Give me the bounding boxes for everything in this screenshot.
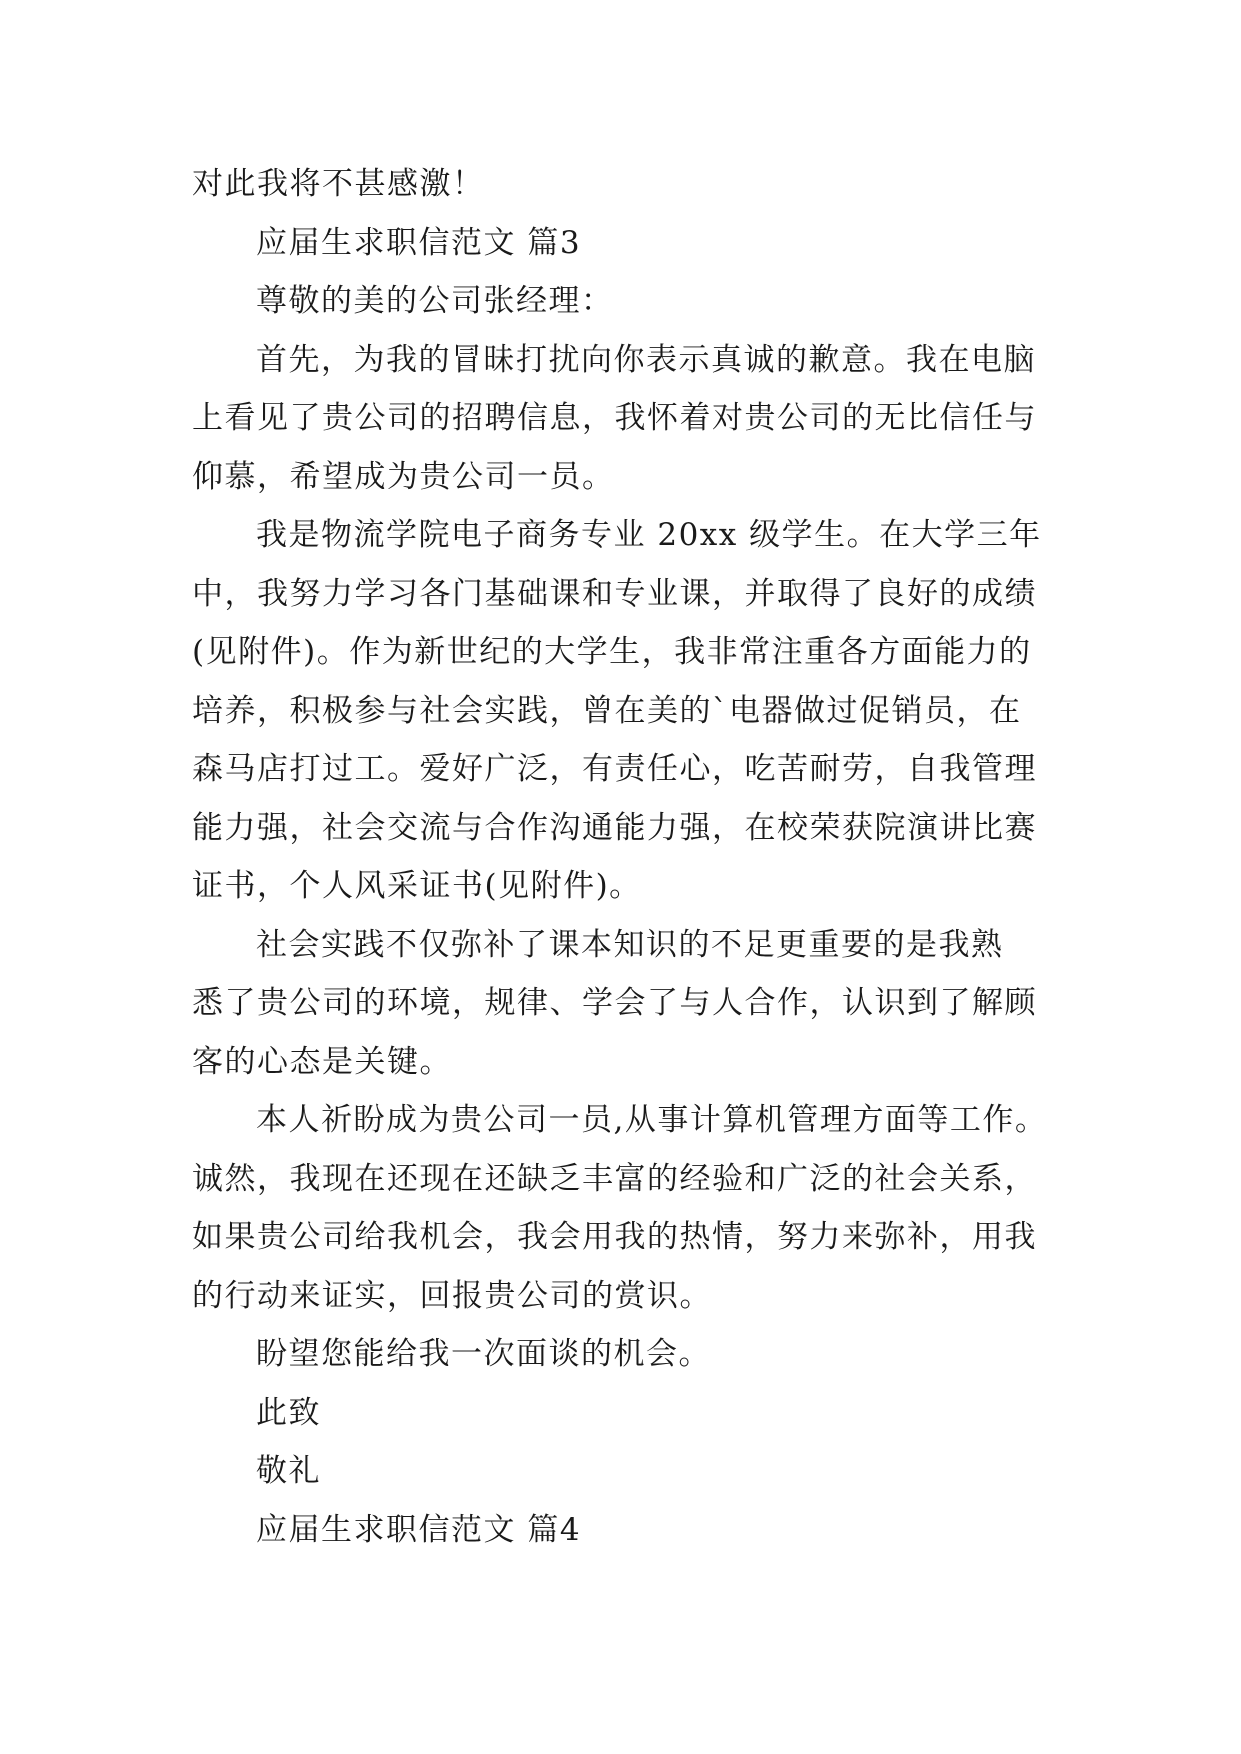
salutation: 尊敬的美的公司张经理：	[256, 283, 614, 319]
paragraph-line: 悉了贵公司的环境，规律、学会了与人合作，认识到了解顾	[192, 985, 1037, 1021]
paragraph-line: 证书，个人风采证书(见附件)。	[192, 868, 642, 904]
paragraph-line: 我是物流学院电子商务专业 20xx 级学生。在大学三年	[256, 517, 1042, 553]
paragraph-line: 首先，为我的冒昧打扰向你表示真诚的歉意。我在电脑	[256, 341, 1036, 378]
closing-line: 敬礼	[256, 1453, 321, 1489]
text-line-closing-thanks: 对此我将不甚感激！	[192, 166, 485, 202]
closing-line: 此致	[256, 1394, 321, 1431]
paragraph-line: 本人祈盼成为贵公司一员,从事计算机管理方面等工作。	[256, 1102, 1048, 1138]
paragraph-line: 上看见了贵公司的招聘信息，我怀着对贵公司的无比信任与	[192, 400, 1037, 436]
paragraph-line: 的行动来证实，回报贵公司的赏识。	[192, 1277, 712, 1314]
section-heading-3: 应届生求职信范文 篇3	[256, 224, 582, 261]
paragraph-line: 仰慕，希望成为贵公司一员。	[192, 458, 615, 495]
paragraph-line: 中，我努力学习各门基础课和专业课，并取得了良好的成绩	[192, 575, 1037, 612]
section-heading-4: 应届生求职信范文 篇4	[256, 1511, 582, 1548]
paragraph-line: 诚然，我现在还现在还缺乏丰富的经验和广泛的社会关系，	[192, 1160, 1037, 1197]
paragraph-line: 培养，积极参与社会实践，曾在美的`电器做过促销员，在	[192, 692, 1022, 729]
paragraph-line: 能力强，社会交流与合作沟通能力强，在校荣获院演讲比赛	[192, 809, 1037, 846]
paragraph-line: (见附件)。作为新世纪的大学生，我非常注重各方面能力的	[192, 634, 1032, 670]
paragraph-line: 盼望您能给我一次面谈的机会。	[256, 1336, 711, 1372]
paragraph-line: 客的心态是关键。	[192, 1043, 452, 1080]
paragraph-line: 如果贵公司给我机会，我会用我的热情，努力来弥补，用我	[192, 1219, 1037, 1255]
paragraph-line: 社会实践不仅弥补了课本知识的不足更重要的是我熟	[256, 926, 1004, 963]
paragraph-line: 森马店打过工。爱好广泛，有责任心，吃苦耐劳，自我管理	[192, 751, 1037, 787]
document-body	[192, 155, 1072, 1559]
